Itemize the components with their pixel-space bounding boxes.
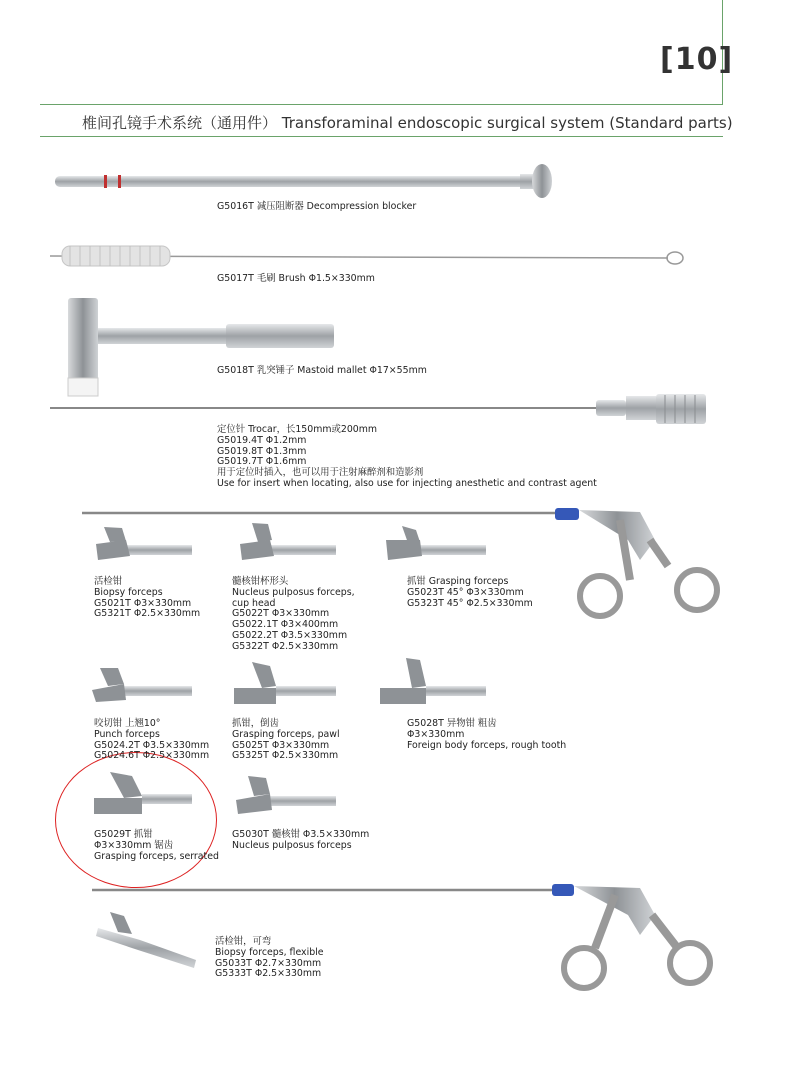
caption-line: 活检钳 xyxy=(94,576,123,587)
caption-line: cup head xyxy=(232,597,276,609)
page-number: [10] xyxy=(660,42,734,77)
caption-line: G5024.2T Φ3.5×330mm xyxy=(94,739,210,751)
nucleus-forceps-caption xyxy=(232,830,369,852)
caption-line: 抓钳 Grasping forceps xyxy=(407,576,509,587)
page-title: 椎间孔镜手术系统（通用件） Transforaminal endoscopic surgical system (Standard parts) xyxy=(82,114,733,132)
caption-line: G5019.8T Φ1.3mm xyxy=(217,445,307,457)
caption-line: Grasping forceps, serrated xyxy=(94,850,219,862)
flexible-biopsy-forceps-caption xyxy=(215,937,324,980)
trocar-image xyxy=(50,394,706,424)
caption-line: G5029T 抓钳 xyxy=(94,829,153,840)
caption-line: G5022T Φ3×330mm xyxy=(232,608,330,620)
decompression-blocker-image xyxy=(55,164,552,198)
caption-line: Nucleus pulposus forceps xyxy=(232,839,352,851)
caption-line: 定位针 Trocar，长150mm或200mm xyxy=(217,424,378,435)
mastoid-mallet-image xyxy=(68,298,334,396)
caption-line: 活检钳，可弯 xyxy=(215,936,272,947)
caption-line: Biopsy forceps xyxy=(94,586,163,598)
brush-image xyxy=(50,246,683,266)
g5018-caption: G5018T 乳突锤子 Mastoid mallet Φ17×55mm xyxy=(217,365,427,376)
caption-line: Biopsy forceps, flexible xyxy=(215,946,324,958)
biopsy-forceps-tip-image xyxy=(96,527,192,560)
foreign-body-forceps-tip-image xyxy=(380,658,486,704)
caption-line: 咬切钳 上翘10° xyxy=(94,718,161,729)
grasping-forceps-caption xyxy=(407,577,533,609)
caption-line: Φ3×330mm xyxy=(407,728,465,740)
caption-line: Use for insert when locating, also use for injecting anesthetic and contrast agent xyxy=(217,477,597,489)
caption-line: G5022.2T Φ3.5×330mm xyxy=(232,629,348,641)
caption-line: 用于定位时插入，也可以用于注射麻醉剂和造影剂 xyxy=(217,467,424,479)
caption-line: G5028T 异物钳 粗齿 xyxy=(407,718,497,729)
caption-line: G5325T Φ2.5×330mm xyxy=(232,750,339,762)
caption-line: G5321T Φ2.5×330mm xyxy=(94,608,201,620)
foreign-body-forceps-caption xyxy=(407,719,566,751)
biopsy-forceps-caption xyxy=(94,577,200,620)
serrated-forceps-caption xyxy=(94,830,219,862)
caption-line: G5023T 45° Φ3×330mm xyxy=(407,586,524,598)
caption-line: Grasping forceps, pawl xyxy=(232,728,340,740)
caption-line: 髓核钳杯形头 xyxy=(232,576,289,587)
caption-line: Punch forceps xyxy=(94,728,160,740)
cup-head-forceps-tip-image xyxy=(240,523,336,560)
caption-line: G5019.4T Φ1.2mm xyxy=(217,434,307,446)
nucleus-forceps-tip-image xyxy=(236,776,336,814)
caption-line: G5022.1T Φ3×400mm xyxy=(232,619,339,631)
caption-line: G5323T 45° Φ2.5×330mm xyxy=(407,597,533,609)
caption-line: G5025T Φ3×330mm xyxy=(232,739,330,751)
cup-head-forceps-caption xyxy=(232,577,355,653)
grasping-forceps-tip-image xyxy=(386,526,486,560)
caption-line: 抓钳，倒齿 xyxy=(232,718,279,729)
flexible-long-forceps-image xyxy=(92,884,710,988)
flexible-biopsy-tip-image xyxy=(96,912,196,968)
pawl-forceps-caption xyxy=(232,719,340,762)
caption-line: G5021T Φ3×330mm xyxy=(94,597,192,609)
caption-line: G5024.6T Φ2.5×330mm xyxy=(94,750,210,762)
caption-line: Foreign body forceps, rough tooth xyxy=(407,739,567,751)
caption-line: Nucleus pulposus forceps, xyxy=(232,586,355,598)
pawl-forceps-tip-image xyxy=(234,662,336,704)
caption-line: G5019.7T Φ1.6mm xyxy=(217,456,307,468)
caption-line: G5033T Φ2.7×330mm xyxy=(215,957,322,969)
g5016-caption: G5016T 减压阻断器 Decompression blocker xyxy=(217,201,417,212)
punch-forceps-tip-image xyxy=(92,668,192,702)
highlight-circle xyxy=(55,752,217,888)
trocar-caption xyxy=(217,425,597,490)
punch-forceps-caption xyxy=(94,719,209,762)
caption-line: G5030T 髓核钳 Φ3.5×330mm xyxy=(232,829,370,840)
caption-line: Φ3×330mm 锯齿 xyxy=(94,839,174,851)
caption-line: G5322T Φ2.5×330mm xyxy=(232,640,339,652)
caption-line: G5333T Φ2.5×330mm xyxy=(215,968,322,980)
g5017-caption: G5017T 毛刷 Brush Φ1.5×330mm xyxy=(217,273,375,284)
